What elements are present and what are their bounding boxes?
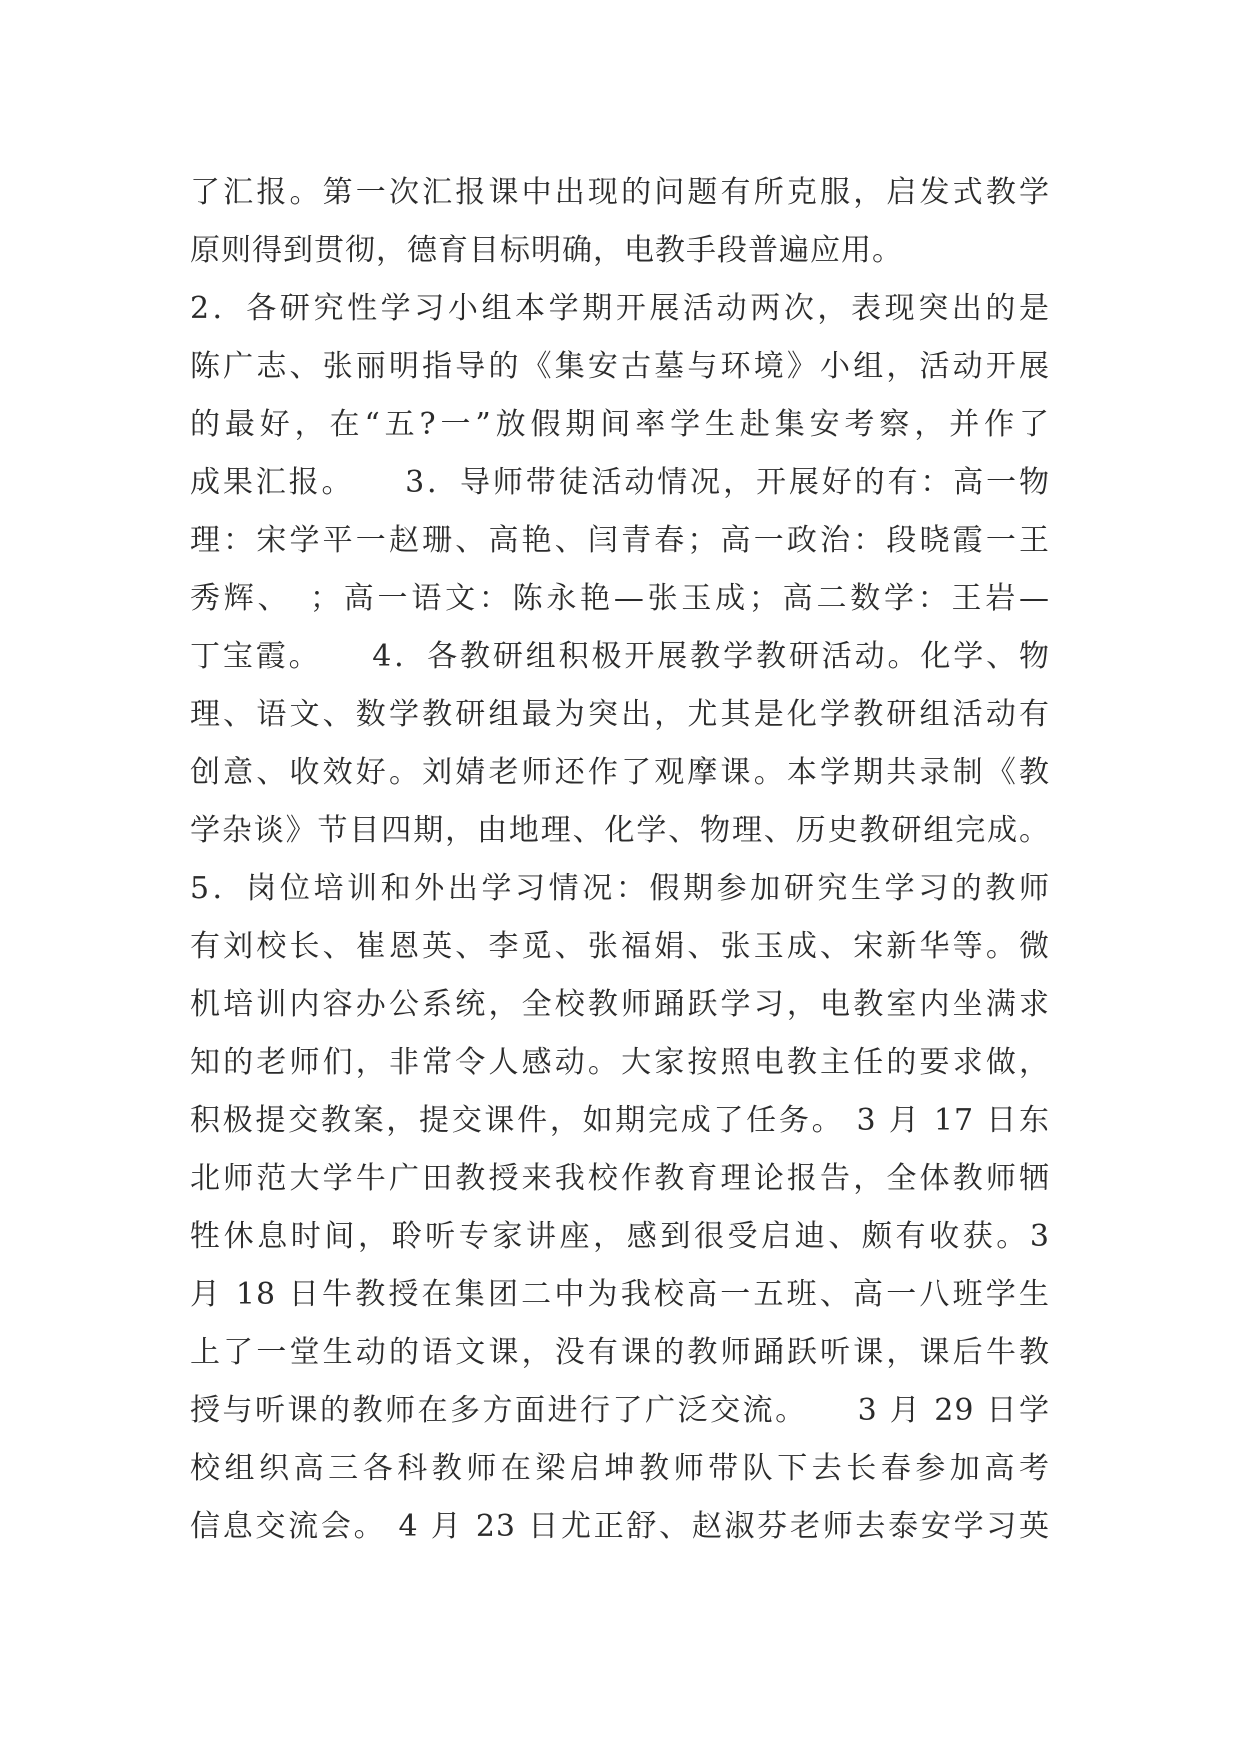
text-line-1: 了汇报。第一次汇报课中出现的问题有所克服，启发式教学 — [190, 175, 1050, 210]
text-line-2: 原则得到贯彻，德育目标明确，电教手段普遍应用。 — [190, 233, 903, 268]
text-line-6: 成果汇报。 3．导师带徒活动情况，开展好的有：高一物 — [190, 465, 1050, 500]
text-line-11: 创意、收效好。刘婧老师还作了观摩课。本学期共录制《教 — [190, 755, 1050, 790]
text-line-16: 知的老师们，非常令人感动。大家按照电教主任的要求做， — [190, 1045, 1050, 1080]
text-line-19: 牲休息时间，聆听专家讲座，感到很受启迪、颇有收获。3 — [190, 1219, 1050, 1254]
text-line-12: 学杂谈》节目四期，由地理、化学、物理、历史教研组完成。 — [190, 813, 1050, 848]
text-line-4: 陈广志、张丽明指导的《集安古墓与环境》小组，活动开展 — [190, 349, 1050, 384]
text-line-3: 2．各研究性学习小组本学期开展活动两次，表现突出的是 — [190, 291, 1050, 326]
text-line-10: 理、语文、数学教研组最为突出，尤其是化学教研组活动有 — [190, 697, 1050, 732]
text-line-18: 北师范大学牛广田教授来我校作教育理论报告，全体教师牺 — [190, 1161, 1050, 1196]
text-line-15: 机培训内容办公系统，全校教师踊跃学习，电教室内坐满求 — [190, 987, 1050, 1022]
text-line-7: 理：宋学平一赵珊、高艳、闫青春；高一政治：段晓霞一王 — [190, 523, 1050, 558]
text-line-21: 上了一堂生动的语文课，没有课的教师踊跃听课，课后牛教 — [190, 1335, 1050, 1370]
text-line-14: 有刘校长、崔恩英、李觅、张福娟、张玉成、宋新华等。微 — [190, 929, 1050, 964]
text-line-13: 5．岗位培训和外出学习情况：假期参加研究生学习的教师 — [190, 871, 1050, 906]
text-line-20: 月 18 日牛教授在集团二中为我校高一五班、高一八班学生 — [190, 1277, 1050, 1312]
text-line-24: 信息交流会。 4 月 23 日尤正舒、赵淑芬老师去泰安学习英 — [190, 1509, 1050, 1544]
text-line-17: 积极提交教案，提交课件，如期完成了任务。 3 月 17 日东 — [190, 1103, 1050, 1138]
text-line-9: 丁宝霞。 4．各教研组积极开展教学教研活动。化学、物 — [190, 639, 1050, 674]
text-line-22: 授与听课的教师在多方面进行了广泛交流。 3 月 29 日学 — [190, 1393, 1050, 1428]
text-line-23: 校组织高三各科教师在梁启坤教师带队下去长春参加高考 — [190, 1451, 1050, 1486]
text-line-5: 的最好，在“五?一”放假期间率学生赴集安考察，并作了 — [190, 407, 1050, 442]
text-line-8: 秀辉、 ；高一语文：陈永艳—张玉成；高二数学：王岩— — [190, 581, 1050, 616]
body-text — [190, 164, 1050, 1556]
